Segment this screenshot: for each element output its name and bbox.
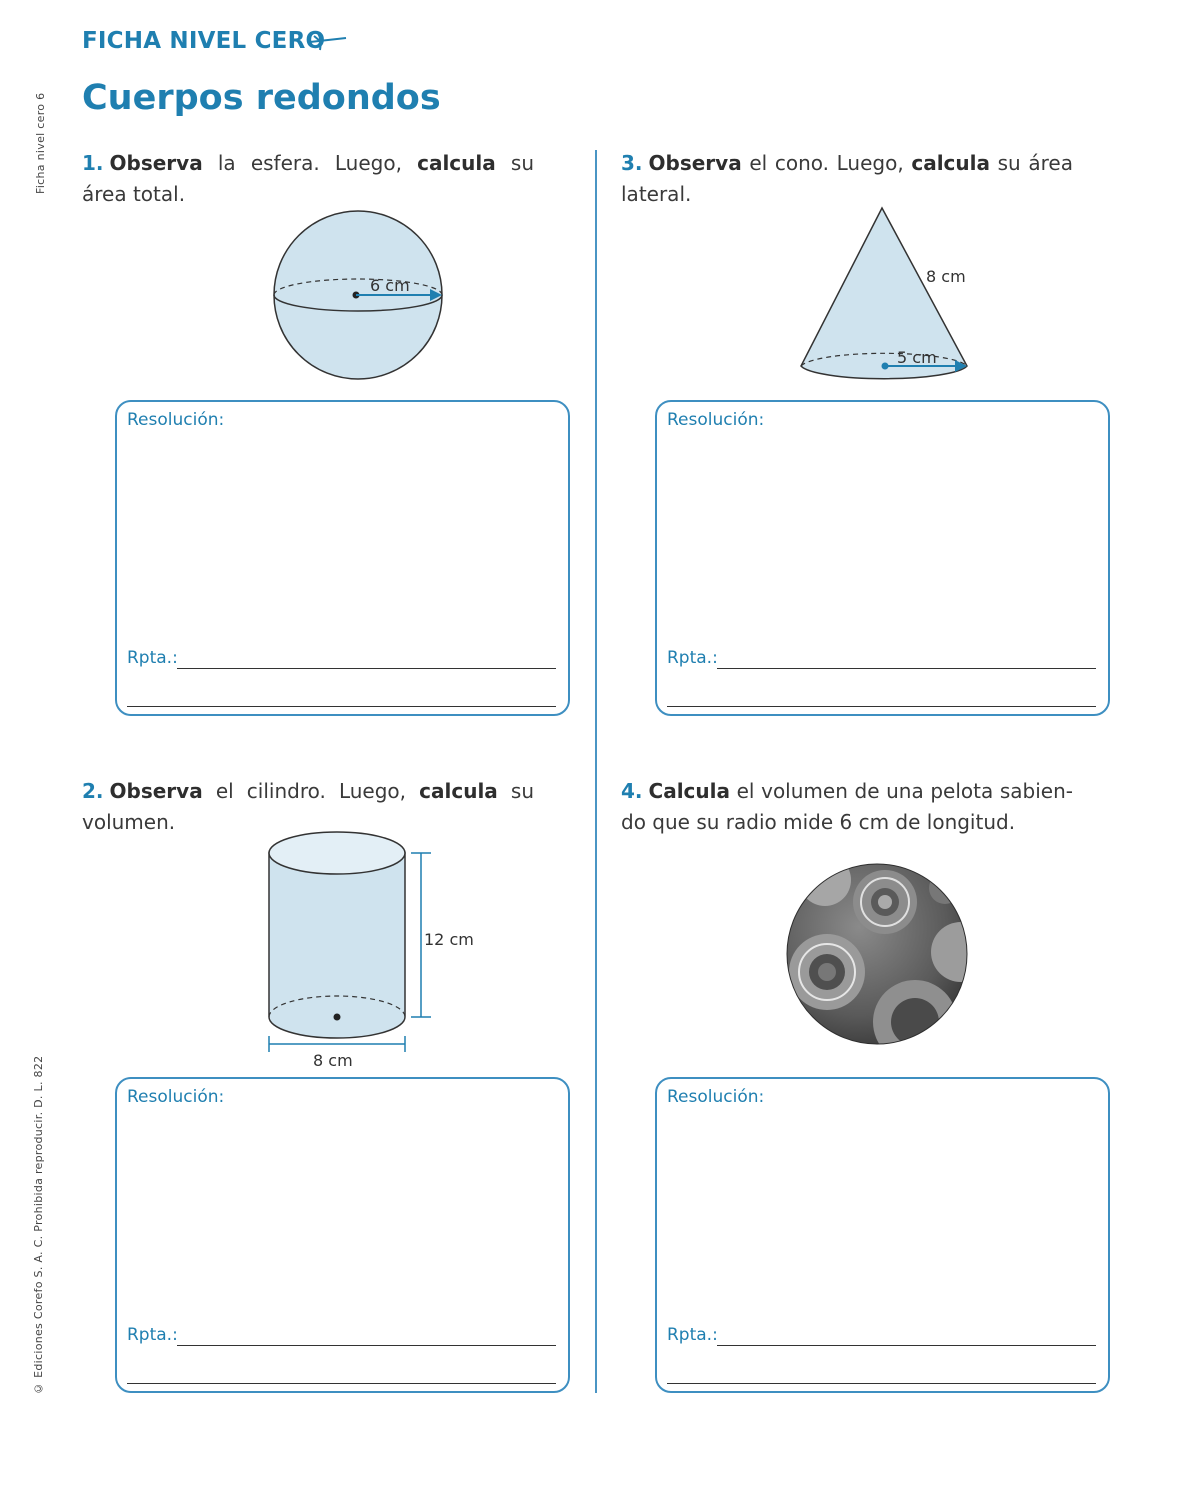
cylinder-figure — [255, 825, 495, 1075]
question-text: su área lateral. — [621, 151, 1073, 206]
answer-box-2[interactable] — [115, 1077, 570, 1393]
question-verb: Observa — [109, 151, 203, 175]
question-4 — [621, 776, 1073, 838]
question-verb: calcula — [419, 779, 498, 803]
cone-radius-label: 5 cm — [897, 348, 937, 367]
question-verb: Observa — [648, 151, 742, 175]
question-text: el cilindro. Luego, — [202, 779, 420, 803]
question-verb: Observa — [109, 779, 203, 803]
answer-line[interactable] — [177, 668, 556, 669]
answer-line[interactable] — [667, 1383, 1096, 1384]
rpta-label: Rpta.: — [127, 648, 178, 668]
resolution-label: Resolución: — [667, 1087, 765, 1107]
page-title: Cuerpos redondos — [82, 78, 441, 118]
answer-line[interactable] — [127, 1383, 556, 1384]
answer-line[interactable] — [717, 1345, 1096, 1346]
answer-line[interactable] — [717, 668, 1096, 669]
ball-image — [785, 862, 969, 1046]
column-divider — [595, 150, 597, 1393]
question-text: su volumen. — [82, 779, 535, 834]
question-text: el volumen de una pelota sabien-do que su radio mide 6 cm de longitud. — [621, 779, 1073, 834]
rpta-label: Rpta.: — [667, 648, 718, 668]
question-text: la esfera. Luego, — [202, 151, 418, 175]
answer-box-4[interactable] — [655, 1077, 1110, 1393]
answer-box-1[interactable] — [115, 400, 570, 716]
question-verb: Calcula — [648, 779, 730, 803]
question-3 — [621, 148, 1073, 210]
question-1 — [82, 148, 534, 210]
question-text: su área total. — [82, 151, 534, 206]
rpta-label: Rpta.: — [127, 1325, 178, 1345]
question-text: el cono. Luego, — [741, 151, 912, 175]
arrow-bird-icon — [308, 28, 348, 56]
question-number: 1. — [82, 151, 104, 175]
cylinder-height-label: 12 cm — [424, 930, 474, 949]
answer-line[interactable] — [177, 1345, 556, 1346]
cone-figure — [795, 204, 985, 389]
sphere-radius-label: 6 cm — [370, 276, 410, 295]
side-copyright: © Ediciones Corefo S. A. C. Prohibida reproducir. D. L. 822 — [32, 1055, 45, 1395]
rpta-label: Rpta.: — [667, 1325, 718, 1345]
question-number: 3. — [621, 151, 643, 175]
cylinder-diameter-label: 8 cm — [313, 1051, 353, 1070]
question-verb: calcula — [911, 151, 990, 175]
cone-slant-label: 8 cm — [926, 267, 966, 286]
resolution-label: Resolución: — [127, 410, 225, 430]
question-number: 4. — [621, 779, 643, 803]
answer-line[interactable] — [127, 706, 556, 707]
question-number: 2. — [82, 779, 104, 803]
side-label-top: Ficha nivel cero 6 — [34, 92, 47, 194]
answer-box-3[interactable] — [655, 400, 1110, 716]
question-verb: calcula — [417, 151, 496, 175]
answer-line[interactable] — [667, 706, 1096, 707]
resolution-label: Resolución: — [127, 1087, 225, 1107]
resolution-label: Resolución: — [667, 410, 765, 430]
sphere-figure — [268, 205, 448, 385]
worksheet-kicker: FICHA NIVEL CERO — [82, 28, 326, 54]
